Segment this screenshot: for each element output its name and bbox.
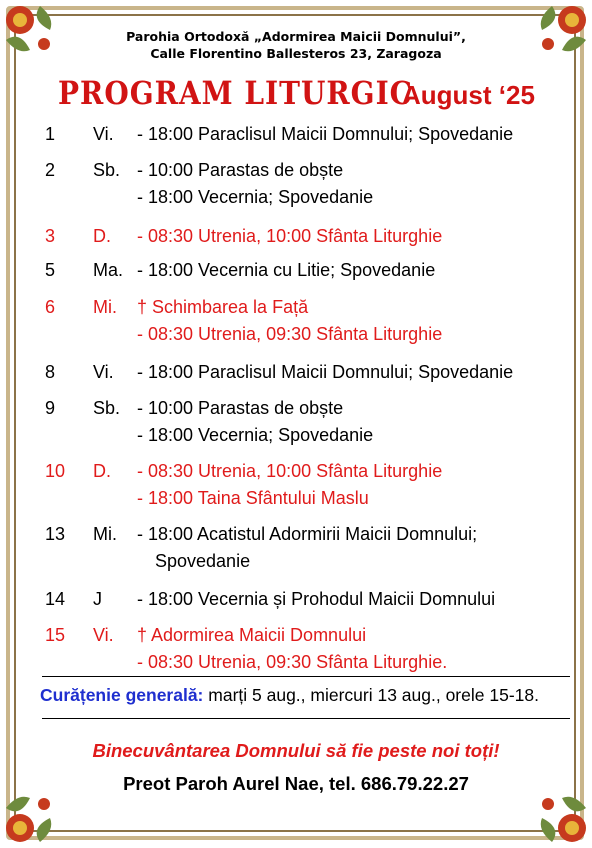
day-number: 3 xyxy=(45,226,56,246)
service-line: † Schimbarea la Față xyxy=(137,297,309,317)
service-line: - 08:30 Utrenia, 10:00 Sfânta Liturghie xyxy=(137,461,443,481)
priest-contact: Preot Paroh Aurel Nae, tel. 686.79.22.27 xyxy=(123,773,469,794)
divider xyxy=(42,676,570,677)
weekday: Ma. xyxy=(93,260,124,280)
service-line: - 18:00 Paraclisul Maicii Domnului; Spovedanie xyxy=(137,362,514,382)
weekday: Sb. xyxy=(93,398,121,418)
weekday: Vi. xyxy=(93,124,114,144)
service-line: - 08:30 Utrenia, 10:00 Sfânta Liturghie xyxy=(137,226,443,246)
day-number: 9 xyxy=(45,398,56,418)
day-number: 14 xyxy=(45,589,66,609)
weekday: Mi. xyxy=(93,297,117,317)
weekday: Vi. xyxy=(93,625,114,645)
day-number: 1 xyxy=(45,124,56,144)
page-title: PROGRAM LITURGIC xyxy=(58,74,413,112)
day-number: 10 xyxy=(45,461,66,481)
service-line: - 08:30 Utrenia, 09:30 Sfânta Liturghie. xyxy=(137,652,448,672)
day-number: 5 xyxy=(45,260,56,280)
parish-name: Parohia Ortodoxă „Adormirea Maicii Domnului”, xyxy=(126,29,466,44)
day-number: 2 xyxy=(45,160,56,180)
service-line: - 18:00 Taina Sfântului Maslu xyxy=(137,488,369,508)
weekday: D. xyxy=(93,226,111,246)
service-line: - 18:00 Vecernia; Spovedanie xyxy=(137,187,374,207)
parish-address: Calle Florentino Ballesteros 23, Zaragoza xyxy=(150,46,442,61)
service-line: - 18:00 Paraclisul Maicii Domnului; Spovedanie xyxy=(137,124,514,144)
day-number: 8 xyxy=(45,362,56,382)
service-line: - 08:30 Utrenia, 09:30 Sfânta Liturghie xyxy=(137,324,443,344)
weekday: Vi. xyxy=(93,362,114,382)
service-line: - 18:00 Acatistul Adormirii Maicii Domnului; xyxy=(137,524,478,544)
weekday: Mi. xyxy=(93,524,117,544)
weekday: J xyxy=(93,589,102,609)
day-number: 15 xyxy=(45,625,66,645)
service-line: - 18:00 Vecernia cu Litie; Spovedanie xyxy=(137,260,436,280)
service-line: † Adormirea Maicii Domnului xyxy=(137,625,367,645)
service-line: Spovedanie xyxy=(155,551,251,571)
day-number: 13 xyxy=(45,524,66,544)
service-line: - 18:00 Vecernia; Spovedanie xyxy=(137,425,374,445)
blessing-text: Binecuvântarea Domnului să fie peste noi toți! xyxy=(92,740,500,761)
divider xyxy=(42,718,570,719)
cleanup-notice xyxy=(40,685,539,706)
cleanup-label: Curățenie generală: xyxy=(40,685,204,705)
cleanup-text: marți 5 aug., miercuri 13 aug., orele 15-18. xyxy=(203,685,539,705)
service-line: - 10:00 Parastas de obște xyxy=(137,398,344,418)
day-number: 6 xyxy=(45,297,56,317)
weekday: Sb. xyxy=(93,160,121,180)
weekday: D. xyxy=(93,461,111,481)
service-line: - 10:00 Parastas de obște xyxy=(137,160,344,180)
service-line: - 18:00 Vecernia și Prohodul Maicii Domnului xyxy=(137,589,496,609)
month-label: August ‘25 xyxy=(402,80,535,110)
